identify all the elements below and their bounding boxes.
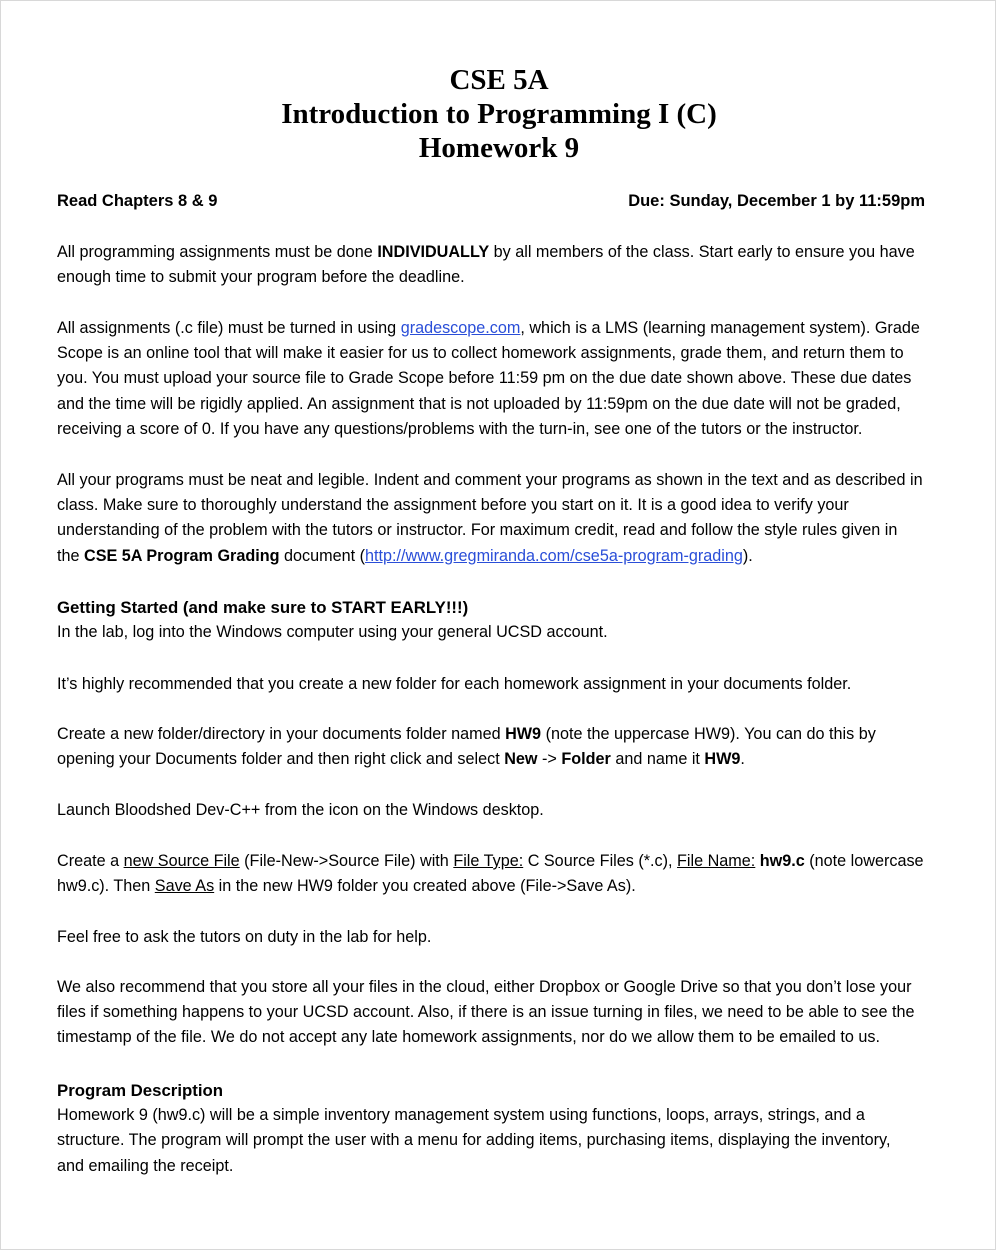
emphasis-individually: INDIVIDUALLY bbox=[377, 243, 490, 261]
course-code: CSE 5A bbox=[449, 64, 549, 96]
document-title bbox=[1, 63, 996, 165]
section-program-description: Program Description Homework 9 (hw9.c) will be a simple inventory management system using functions, loops, arrays, strings, and a structure. The program will prompt the user with a menu for adding items, purchasing items, displaying the inventory, and emailing the receipt. bbox=[57, 1078, 947, 1179]
paragraph-new-folder-tip: It’s highly recommended that you create a new folder for each homework assignment in your documents folder. bbox=[57, 675, 852, 693]
paragraph-individual-work: All programming assignments must be done INDIVIDUALLY by all members of the class. Start early to ensure you have enough time to submit your program before the deadline. bbox=[57, 243, 915, 287]
paragraph-create-source: Create a new Source File (File-New->Source File) with File Type: C Source Files (*.c), File Name: hw9.c (note lowercase hw9.c). Then Save As in the new HW9 folder you created above (File->Save As). bbox=[57, 852, 924, 896]
reading-assignment: Read Chapters 8 & 9 bbox=[57, 192, 218, 210]
program-grading-link[interactable]: http://www.gregmiranda.com/cse5a-program-grading bbox=[365, 546, 743, 565]
homework-title: Homework 9 bbox=[418, 132, 580, 164]
paragraph-launch-ide: Launch Bloodshed Dev-C++ from the icon on the Windows desktop. bbox=[57, 801, 544, 819]
course-name: Introduction to Programming I (C) bbox=[281, 98, 717, 130]
gradescope-link[interactable]: gradescope.com bbox=[400, 319, 521, 337]
paragraph-cloud-storage: We also recommend that you store all your files in the cloud, either Dropbox or Google Drive so that you don’t lose your files if something happens to your UCSD account. Also, if there is an issue turning in files, we need to be able to see the timestamp of the file. We do not accept any late homework assignments, nor do we allow them to be emailed to us. bbox=[57, 978, 915, 1047]
getting-started-heading: Getting Started (and make sure to START EARLY!!!) bbox=[57, 598, 469, 617]
paragraph-style: All your programs must be neat and legible. Indent and comment your programs as shown in the text and as described in class. Make sure to thoroughly understand the assignment before you start on it. It is a good idea to verify your understanding of the problem with the tutors or instructor. For maximum credit, read and follow the style rules given in the CSE 5A Program Grading document (http://www.gregmiranda.com/cse5a-program-grading). bbox=[57, 471, 923, 565]
grading-doc-name: CSE 5A Program Grading bbox=[84, 546, 280, 565]
paragraph-submission: All assignments (.c file) must be turned in using gradescope.com, which is a LMS (learning management system). Grade Scope is an online tool that will make it easier for us to collect homework assignments, grade them, and return them to you. You must upload your source file to Grade Scope before 11:59 pm on the due date shown above. These due dates and the time will be rigidly applied. An assignment that is not uploaded by 11:59pm on the due date will not be graded, receiving a score of 0. If you have any questions/problems with the turn-in, see one of the tutors or the instructor. bbox=[57, 319, 920, 438]
program-description-heading: Program Description bbox=[57, 1081, 223, 1100]
paragraph-tutors: Feel free to ask the tutors on duty in the lab for help. bbox=[57, 928, 432, 946]
section-getting-started: Getting Started (and make sure to START EARLY!!!) In the lab, log into the Windows computer using your general UCSD account. bbox=[57, 595, 947, 645]
paragraph-create-folder: Create a new folder/directory in your documents folder named HW9 (note the uppercase HW9). You can do this by opening your Documents folder and then right click and select New -> Folder and name it HW9. bbox=[57, 725, 876, 769]
due-date: Due: Sunday, December 1 by 11:59pm bbox=[628, 192, 925, 210]
